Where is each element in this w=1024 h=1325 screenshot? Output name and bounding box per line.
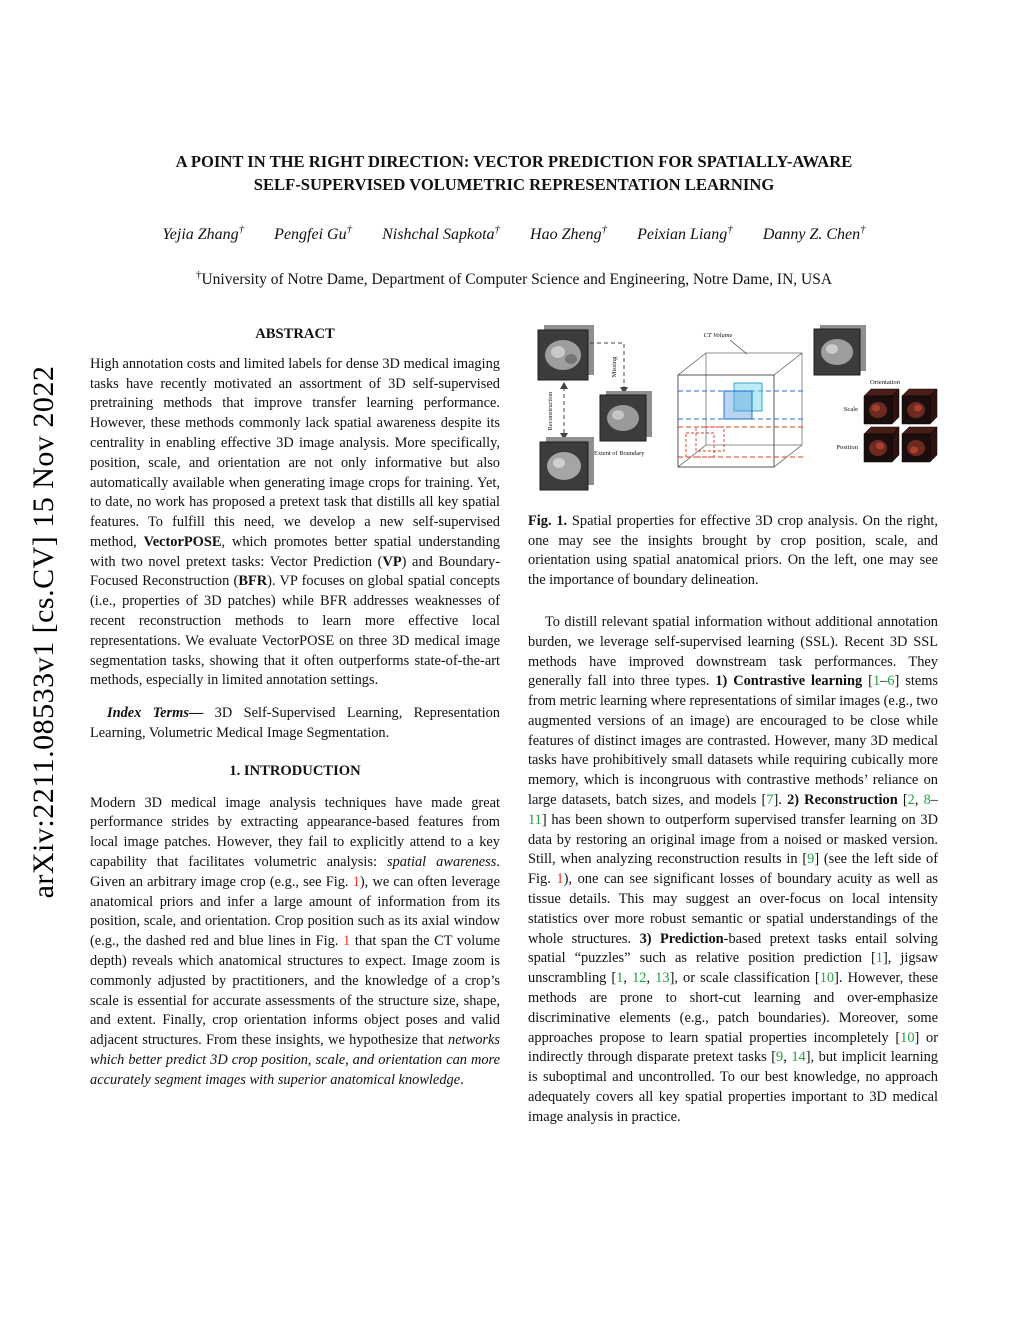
ct-volume-pointer-line bbox=[730, 340, 747, 354]
figure-1-caption: Fig. 1. Spatial properties for effective 3D crop analysis. On the right, one may see the insights brought by crop position, scale, and orientation using spatial anatomical priors. On the left, one may see the importance of boundary delineation. bbox=[528, 512, 938, 589]
two-column-body bbox=[90, 325, 938, 1128]
volume-render-thumb bbox=[902, 389, 937, 424]
abstract-body: High annotation costs and limited labels for dense 3D medical imaging tasks have recently motivated an assortment of 3D self-supervised pretraining methods that improve transfer learning performance. However, these methods commonly lack spatial awareness despite its centrality in enabling effective 3D image analysis. More specifically, position, scale, and orientation are not only informative but also automatically available when generating image crops for training. Yet, to date, no work has proposed a pretext task that distills all key spatial features. To fulfill this need, we develop a new self-supervised method, VectorPOSE, which promotes better spatial understanding with two novel pretext tasks: Vector Prediction (VP) and Boundary-Focused Reconstruction (BFR). VP focuses on global spatial concepts (i.e., properties of 3D patches) while BFR addresses weaknesses of recent reconstruction methods to learn more effective local representations. We evaluate VectorPOSE on three 3D medical image segmentation tasks, showing that it often outperforms state-of-the-art methods, especially in limited annotation settings. bbox=[90, 355, 500, 689]
missing-arrow bbox=[590, 343, 628, 394]
right-column bbox=[528, 325, 938, 1128]
figure-ref-link[interactable]: 1 bbox=[556, 871, 564, 888]
paper-title-line2: SELF-SUPERVISED VOLUMETRIC REPRESENTATION LEARNING bbox=[253, 175, 775, 195]
introduction-paragraph-right: To distill relevant spatial information without additional annotation burden, we leverage self-supervised learning (SSL). Recent 3D SSL methods have improved downstream task performances. They generally fall into three types. 1) Contrastive learning [1–6] stems from metric learning where representations of similar images (e.g., two augmented versions of an image) are encouraged to be close while features of distinct images are contrasted. However, many 3D medical tasks have prohibitively small datasets while requiring cubically more memory, which is incongruous with contrastive methods’ reliance on large datasets, batch sizes, and models [7]. 2) Reconstruction [2, 8–11] has been shown to outperform supervised transfer learning on 3D data by restoring an original image from a noised or masked version. Still, when analyzing reconstruction results in [9] (see the left side of Fig. 1), one can see significant losses of boundary acuity as well as tissue details. This may suggest an over-focus on local intensity statistics over more robust semantic or spatial understandings of the whole structures. 3) Prediction-based pretext tasks entail solving spatial “puzzles” such as relative position prediction [1], jigsaw unscrambling [1, 12, 13], or scale classification [10]. However, these methods are prone to short-cut learning and over-emphasize discriminative elements (e.g., patch boundaries). Moreover, some approaches propose to learn spatial properties incompletely [10] or indirectly through disparate pretext tasks [9, 14], but implicit learning is suboptimal and uncontrolled. To our best knowledge, no approach adequately covers all key spatial properties important to 3D medical image analysis in practice. bbox=[528, 613, 939, 1125]
figure-ref-link[interactable]: 1 bbox=[343, 933, 351, 950]
author: Peixian Liang† bbox=[637, 223, 733, 243]
citation-link[interactable]: 8 bbox=[923, 792, 931, 809]
figure-1 bbox=[528, 325, 938, 504]
missing-label: Missing bbox=[611, 356, 618, 378]
citation-link[interactable]: 10 bbox=[900, 1029, 915, 1046]
left-column bbox=[90, 325, 500, 1128]
position-label: Position bbox=[836, 443, 858, 451]
author: Nishchal Sapkota† bbox=[382, 223, 501, 243]
author: Danny Z. Chen† bbox=[762, 223, 866, 243]
ct-slice-image-middle bbox=[600, 391, 652, 441]
volume-render-thumb bbox=[864, 389, 899, 424]
red-crop-box bbox=[686, 427, 724, 457]
citation-link[interactable]: 6 bbox=[887, 673, 895, 690]
scale-label: Scale bbox=[843, 405, 858, 413]
citation-link[interactable]: 2 bbox=[907, 792, 915, 809]
citation-link[interactable]: 9 bbox=[776, 1049, 784, 1066]
introduction-paragraph: Modern 3D medical image analysis techniques have made great performance strides by extracting appearance-based features from local image patches. However, they fail to explicitly attend to a key capability that facilitates volumetric analysis: spatial awareness. Given an arbitrary image crop (e.g., see Fig. 1), we can often leverage anatomical priors and infer a large amount of information from its position, scale, and orientation. Crop position such as its axial window (e.g., the dashed red and blue lines in Fig. 1 that span the CT volume depth) reveals which anatomical structures to expect. Image zoom is commonly adjusted by practitioners, and the knowledge of a crop’s scale is essential for accurate assessments of the structure size, shape, and extent. Finally, crop orientation informs object poses and valid adjacent structures. From these insights, we hypothesize that networks which better predict 3D crop position, scale, and orientation can more accurately segment images with superior anatomical knowledge. bbox=[90, 794, 500, 1088]
affiliation: †University of Notre Dame, Department of Computer Science and Engineering, Notre Dame, IN, USA bbox=[195, 268, 833, 288]
citation-link[interactable]: 11 bbox=[528, 811, 542, 828]
author: Hao Zheng† bbox=[530, 223, 608, 243]
ct-slice-image-top-left bbox=[538, 325, 594, 380]
author-list bbox=[90, 223, 938, 243]
paper-title bbox=[90, 150, 938, 196]
index-terms: Index Terms— 3D Self-Supervised Learning, Representation Learning, Volumetric Medical Image Segmentation. bbox=[90, 705, 500, 742]
reconstruction-label: Reconstruction bbox=[547, 391, 554, 431]
ct-slice-image-top-right bbox=[814, 325, 866, 375]
author: Yejia Zhang† bbox=[162, 223, 245, 243]
citation-link[interactable]: 12 bbox=[632, 970, 647, 987]
blue-crop-box bbox=[724, 383, 762, 419]
extent-of-boundary-label: Extent of Boundary bbox=[594, 449, 645, 457]
citation-link[interactable]: 7 bbox=[766, 792, 774, 809]
citation-link[interactable]: 13 bbox=[655, 970, 670, 987]
reconstruction-arrow bbox=[560, 382, 568, 440]
arxiv-watermark: arXiv:2211.08533v1 [cs.CV] 15 Nov 2022 bbox=[27, 365, 60, 899]
citation-link[interactable]: 10 bbox=[819, 970, 835, 987]
section-heading-introduction: 1. INTRODUCTION bbox=[229, 762, 361, 779]
orientation-label: Orientation bbox=[870, 378, 901, 386]
volume-render-thumb bbox=[864, 427, 899, 462]
ct-volume-label: CT Volume bbox=[703, 331, 733, 339]
citation-link[interactable]: 1 bbox=[616, 970, 624, 987]
volume-render-thumb bbox=[902, 427, 937, 462]
ct-slice-image-bottom-left bbox=[540, 437, 594, 490]
abstract-heading: ABSTRACT bbox=[255, 325, 335, 342]
citation-link[interactable]: 1 bbox=[872, 673, 881, 690]
paper-title-line1: A POINT IN THE RIGHT DIRECTION: VECTOR PREDICTION FOR SPATIALLY-AWARE bbox=[175, 152, 853, 171]
citation-link[interactable]: 9 bbox=[807, 851, 815, 868]
figure-ref-link[interactable]: 1 bbox=[352, 873, 360, 890]
figure-1-graphic bbox=[528, 325, 938, 497]
author: Pengfei Gu† bbox=[274, 223, 353, 243]
axial-window-lines-red bbox=[678, 427, 806, 457]
citation-link[interactable]: 14 bbox=[791, 1049, 806, 1066]
citation-link[interactable]: 1 bbox=[875, 950, 883, 967]
